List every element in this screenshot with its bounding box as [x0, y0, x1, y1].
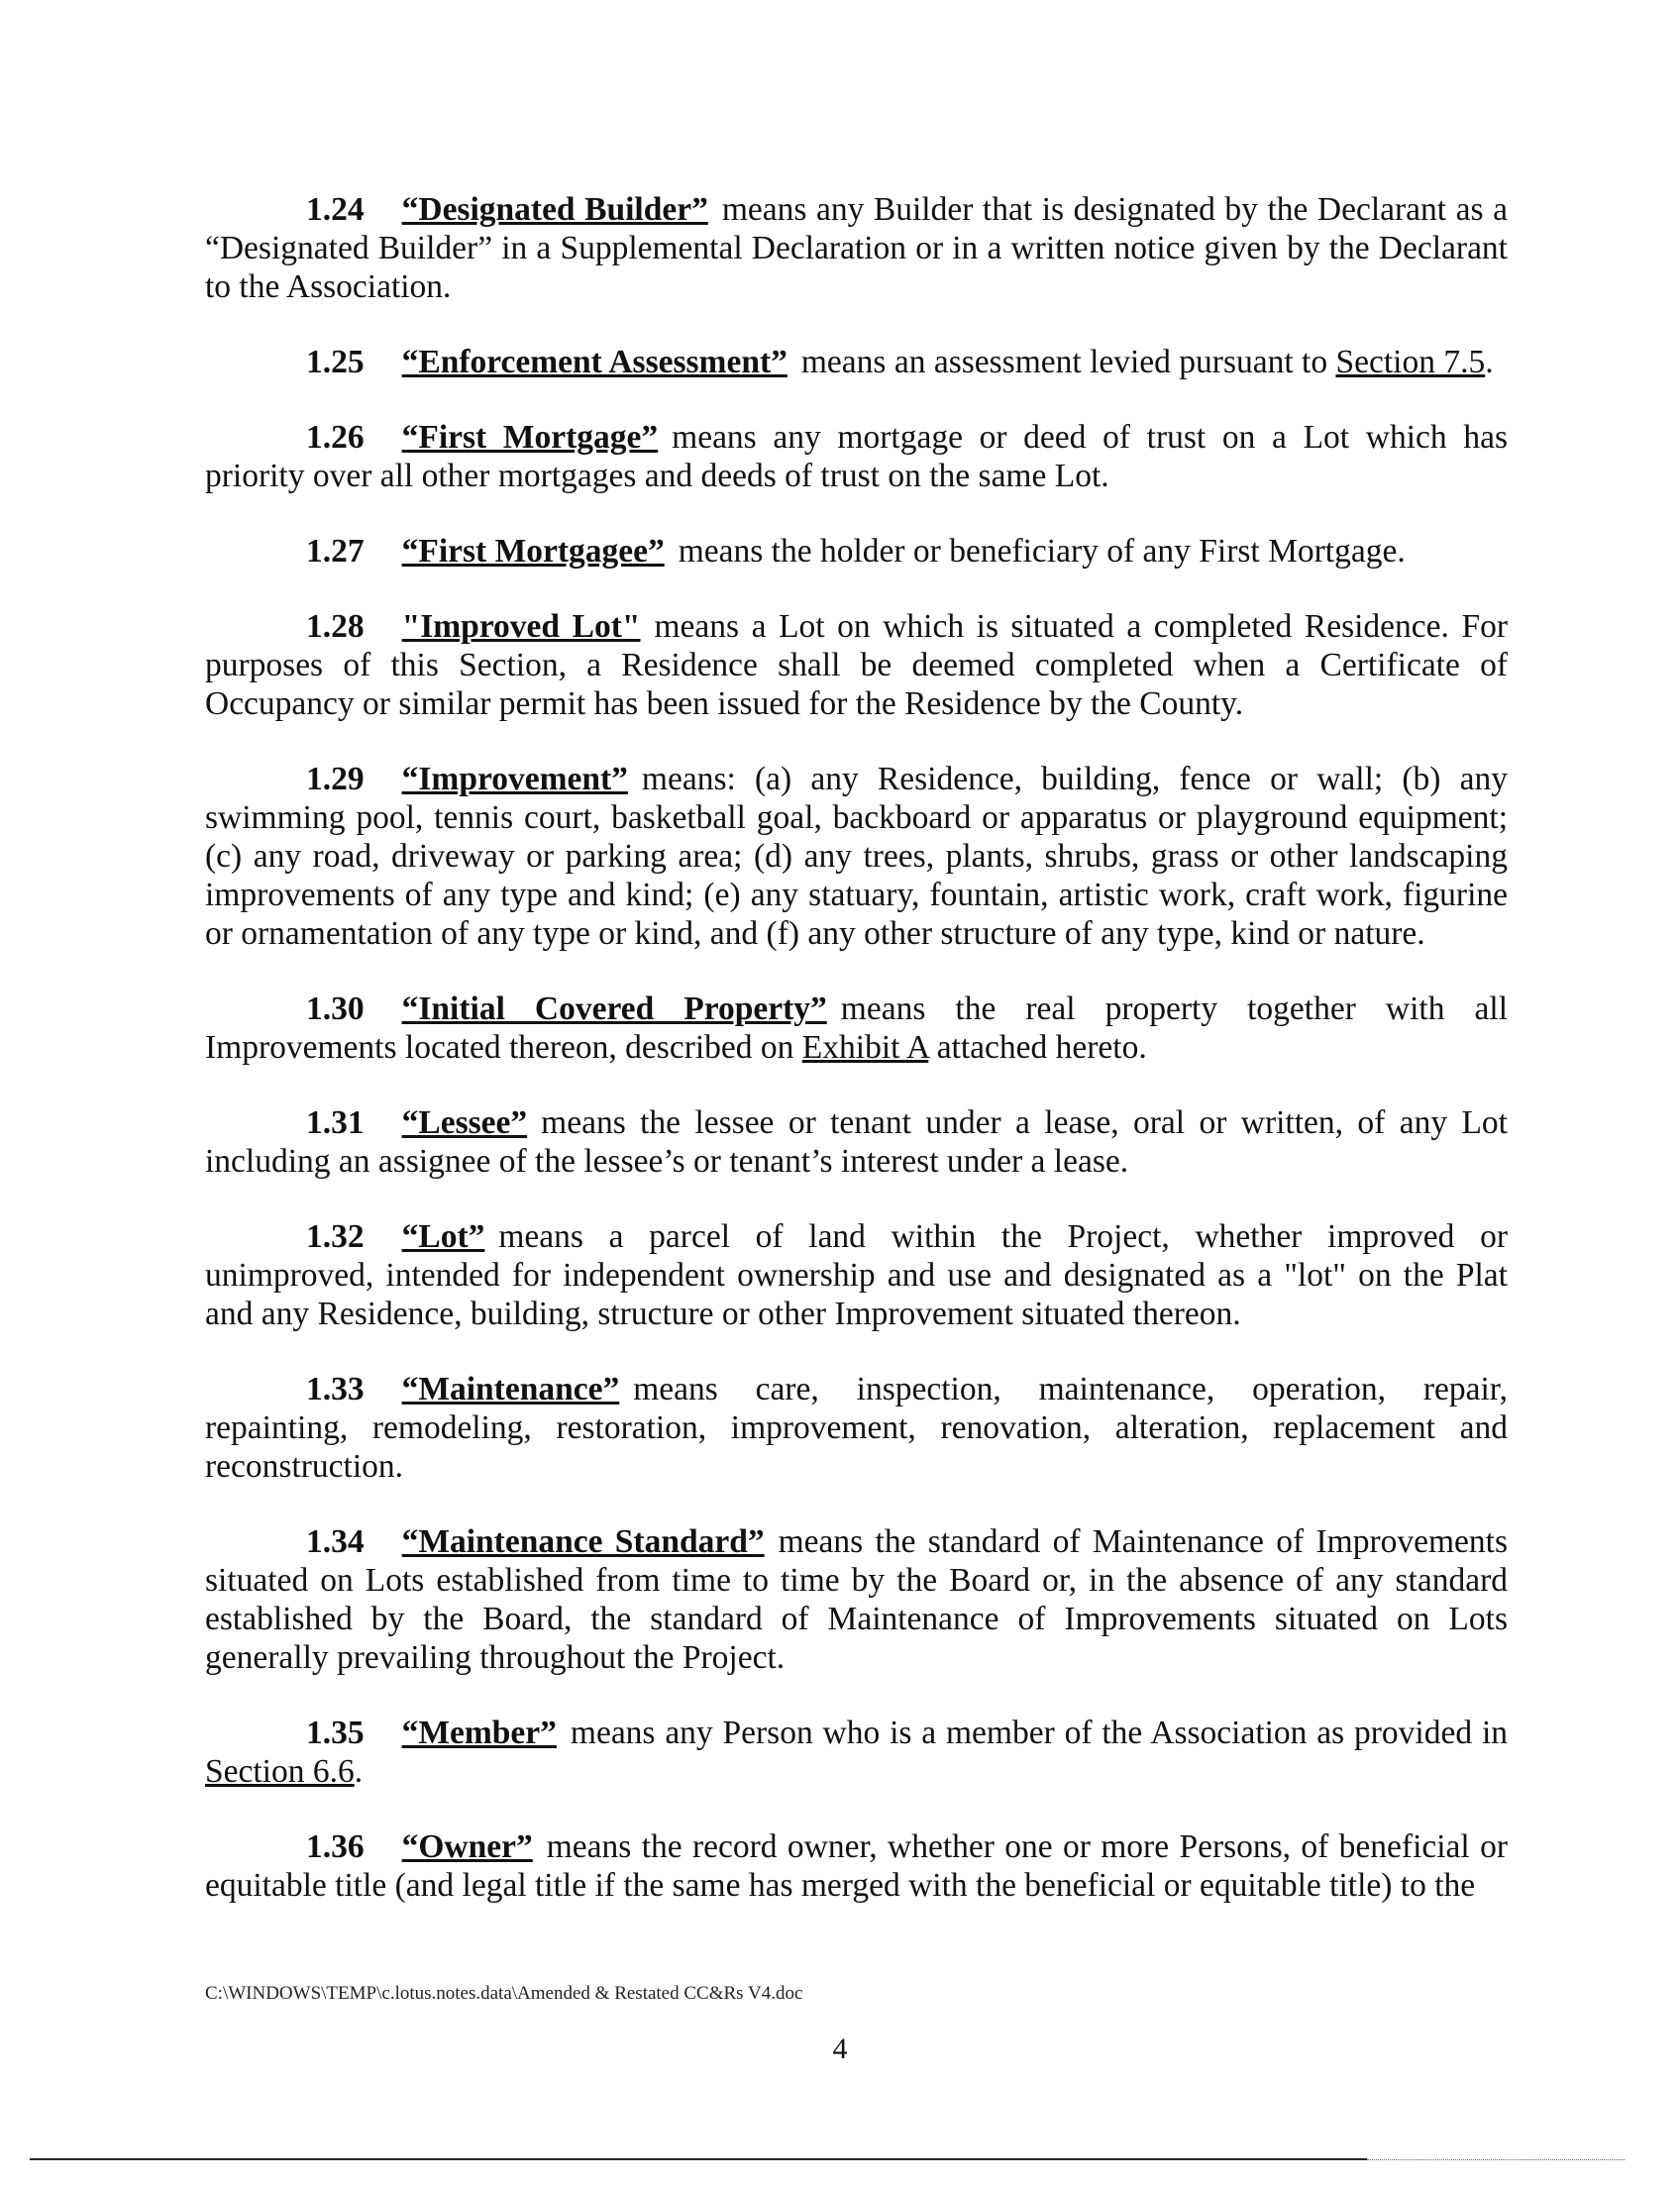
- definition-text-end: .: [354, 1753, 364, 1790]
- definition-1-28: [205, 607, 1508, 723]
- definition-text: means a parcel of land within the Project, whether improved or unimproved, intended for independent ownership and use and designated as a "lot" on the Plat and any Residence, building, structure or other Improvement situated thereon.: [205, 1218, 1508, 1332]
- definition-text: means any mortgage or deed of trust on a Lot which has priority over all other mortgages and deeds of trust on the same Lot.: [205, 419, 1508, 494]
- section-number: 1.28: [306, 608, 365, 645]
- definition-1-24: [205, 190, 1508, 306]
- definition-text: means: (a) any Residence, building, fence or wall; (b) any swimming pool, tennis court, basketball goal, backboard or apparatus or playground equipment; (c) any road, driveway or parking area; (d) any trees, plants, shrubs, grass or other landscaping improvements of any type and kind; (e) any statuary, fountain, artistic work, craft work, figurine or ornamentation of any type or kind, and (f) any other structure of any type, kind or nature.: [205, 761, 1508, 952]
- defined-term: “First Mortgagee”: [401, 533, 665, 570]
- definition-text: means the lessee or tenant under a lease, oral or written, of any Lot including an assignee of the lessee’s or tenant’s interest under a lease.: [205, 1104, 1508, 1180]
- section-number: 1.31: [306, 1104, 365, 1141]
- definition-text: means the holder or beneficiary of any First Mortgage.: [678, 533, 1406, 570]
- definition-1-27: [205, 532, 1508, 571]
- defined-term: “Lot”: [401, 1218, 485, 1255]
- section-number: 1.24: [306, 191, 365, 228]
- section-number: 1.35: [306, 1715, 365, 1751]
- defined-term: “Improvement”: [401, 761, 628, 797]
- section-number: 1.34: [306, 1523, 365, 1560]
- section-reference-link: Section 7.5: [1335, 344, 1486, 380]
- definition-1-30: [205, 989, 1508, 1067]
- defined-term: “Member”: [401, 1715, 557, 1751]
- definition-text: means the standard of Maintenance of Improvements situated on Lots established from time to time by the Board or, in the absence of any standard established by the Board, the standard of Maintenance of Improvements situated on Lots generally prevailing throughout the Project.: [205, 1523, 1508, 1676]
- section-number: 1.32: [306, 1218, 365, 1255]
- defined-term: “Initial Covered Property”: [401, 990, 827, 1027]
- definition-text: means the real property together with all Improvements located thereon, described on: [205, 990, 1509, 1066]
- section-reference-link: Section 6.6: [205, 1753, 355, 1790]
- bottom-rule-dotted: [1367, 2159, 1625, 2160]
- definition-1-26: [205, 418, 1508, 495]
- definition-text: means the record owner, whether one or more Persons, of beneficial or equitable title (and legal title if the same has merged with the beneficial or equitable title) to the: [205, 1828, 1508, 1904]
- footer-file-path: C:\WINDOWS\TEMP\c.lotus.notes.data\Amended & Restated CC&Rs V4.doc: [205, 1983, 803, 2004]
- definitions-list: [205, 190, 1508, 1941]
- section-number: 1.29: [306, 761, 365, 797]
- section-number: 1.36: [306, 1828, 365, 1865]
- defined-term: “First Mortgage”: [401, 419, 659, 456]
- definition-1-29: [205, 760, 1508, 953]
- definition-text-end: attached hereto.: [928, 1029, 1147, 1066]
- defined-term: “Enforcement Assessment”: [401, 344, 788, 380]
- definition-1-33: [205, 1370, 1508, 1486]
- defined-term: “Maintenance”: [401, 1371, 620, 1407]
- definition-text: means a Lot on which is situated a completed Residence. For purposes of this Section, a Residence shall be deemed completed when a Certificate of Occupancy or similar permit has been issued for the Residence by the County.: [205, 608, 1508, 722]
- definition-text: means any Builder that is designated by the Declarant as a “Designated Builder” in a Supplemental Declaration or in a written notice given by the Declarant to the Association.: [205, 191, 1508, 305]
- definition-text: means care, inspection, maintenance, operation, repair, repainting, remodeling, restoration, improvement, renovation, alteration, replacement and reconstruction.: [205, 1371, 1508, 1485]
- section-number: 1.33: [306, 1371, 365, 1407]
- definition-text-end: .: [1485, 344, 1494, 380]
- definition-text: means an assessment levied pursuant to: [800, 344, 1336, 380]
- section-number: 1.27: [306, 533, 365, 570]
- definition-1-32: [205, 1217, 1508, 1333]
- defined-term: “Lessee”: [401, 1104, 528, 1141]
- definition-1-35: [205, 1714, 1508, 1791]
- defined-term: “Maintenance Standard”: [401, 1523, 765, 1560]
- definition-1-36: [205, 1827, 1508, 1905]
- definition-text: means any Person who is a member of the Association as provided in: [570, 1715, 1508, 1751]
- bottom-rule: [30, 2158, 1367, 2160]
- definition-1-34: [205, 1522, 1508, 1677]
- section-number: 1.30: [306, 990, 365, 1027]
- section-number: 1.26: [306, 419, 365, 456]
- defined-term: “Designated Builder”: [401, 191, 708, 228]
- defined-term: “Owner”: [401, 1828, 533, 1865]
- section-number: 1.25: [306, 344, 365, 380]
- exhibit-reference-link: Exhibit A: [801, 1029, 929, 1066]
- defined-term: "Improved Lot": [401, 608, 641, 645]
- definition-1-25: [205, 343, 1508, 381]
- page-number: 4: [832, 2032, 848, 2065]
- definition-1-31: [205, 1103, 1508, 1181]
